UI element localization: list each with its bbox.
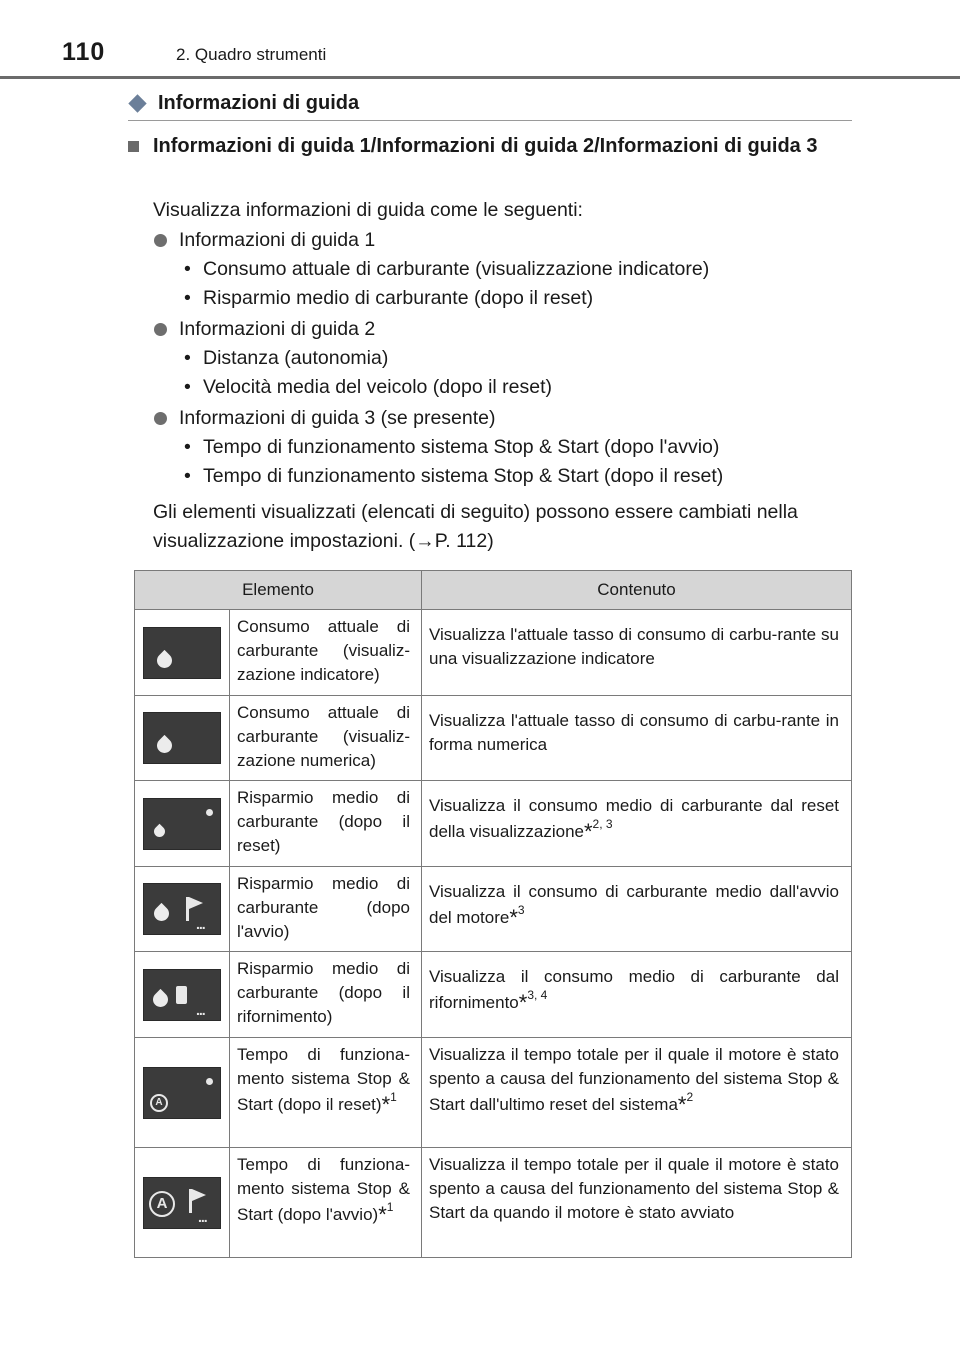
icon-cell (135, 867, 230, 952)
group-3-heading (153, 404, 496, 433)
group-2-heading (153, 315, 375, 344)
outro-line-1: Gli elementi visualizzati (elencati di seguito) possono essere cambiati nella (153, 501, 798, 523)
content-cell (422, 781, 852, 867)
list-item-text: Tempo di funzionamento sistema Stop & Start (dopo l'avvio) (203, 436, 720, 458)
element-text: Risparmio medio di carburante (dopo il reset) (237, 788, 410, 855)
group-1-heading (153, 226, 375, 255)
footnote-ref: 3, 4 (527, 988, 548, 1002)
table-row (135, 867, 852, 952)
list-item: • Tempo di funzionamento sistema Stop & Start (dopo il reset) (184, 465, 724, 487)
element-text: Tempo di funziona-mento sistema Stop & Start (dopo il reset) (237, 1045, 410, 1114)
element-cell (230, 1148, 422, 1258)
round-bullet-icon (154, 412, 167, 425)
list-item-text: Velocità media del veicolo (dopo il reset) (203, 376, 553, 398)
list-item: • Distanza (autonomia) (184, 347, 389, 369)
square-bullet-icon (128, 141, 139, 152)
icon-cell (135, 952, 230, 1038)
footnote-ref: 3 (517, 903, 525, 917)
list-item-text: Distanza (autonomia) (203, 347, 389, 369)
group-label: Informazioni di guida 1 (179, 229, 376, 251)
table-row (135, 1148, 852, 1258)
content-cell (422, 610, 852, 696)
icon-cell (135, 781, 230, 867)
icon-cell (135, 610, 230, 696)
content-cell (422, 696, 852, 781)
group-label: Informazioni di guida 2 (179, 318, 376, 340)
element-cell (230, 781, 422, 867)
table-header-row (135, 571, 852, 610)
section-divider (128, 120, 852, 121)
diamond-bullet-icon (128, 94, 146, 112)
element-cell (230, 952, 422, 1038)
table-row (135, 952, 852, 1038)
content-text: Visualizza il consumo medio di carburante dal rifornimento (429, 967, 839, 1012)
table-row (135, 1038, 852, 1148)
element-cell (230, 610, 422, 696)
section-title: Informazioni di guida (158, 91, 360, 114)
content-text: Visualizza il tempo totale per il quale il motore è stato spento a causa del funzionamento del sistema Stop & Start da quando il motore è stato avviato (429, 1155, 839, 1222)
element-text: Consumo attuale di carburante (visualiz-zazione indicatore) (237, 617, 410, 684)
round-bullet-icon (154, 323, 167, 336)
element-cell (230, 1038, 422, 1148)
list-item: • Tempo di funzionamento sistema Stop & Start (dopo l'avvio) (184, 436, 720, 458)
header-divider (0, 76, 960, 79)
stop-start-flag-icon: A ... (143, 1177, 221, 1229)
element-text: Risparmio medio di carburante (dopo l'avvio) (237, 874, 410, 941)
fuel-drop-pump-icon: ... (143, 969, 221, 1021)
content-cell (422, 1038, 852, 1148)
footnote-ref: 2 (686, 1090, 694, 1104)
intro-text: Visualizza informazioni di guida come le seguenti: (153, 199, 583, 221)
footnote-asterisk: * (677, 1092, 687, 1117)
footnote-asterisk: * (509, 905, 518, 930)
content-text: Visualizza il consumo di carburante medio dall'avvio del motore (429, 882, 839, 927)
icon-cell (135, 1038, 230, 1148)
element-text: Consumo attuale di carburante (visualiz-zazione numerica) (237, 703, 410, 770)
content-text: Visualizza il tempo totale per il quale il motore è stato spento a causa del funzionamento del sistema Stop & Start dall'ultimo reset del sistema (429, 1045, 839, 1114)
table-row (135, 781, 852, 867)
list-item-text: Tempo di funzionamento sistema Stop & Start (dopo il reset) (203, 465, 724, 487)
element-text: Risparmio medio di carburante (dopo il rifornimento) (237, 959, 410, 1026)
stop-start-reset-icon: A (143, 1067, 221, 1119)
footnote-ref: 1 (390, 1090, 397, 1104)
footnote-asterisk: * (518, 990, 528, 1015)
subsection-title: Informazioni di guida 1/Informazioni di guida 2/Informazioni di guida 3 (153, 135, 818, 157)
footnote-ref: 1 (386, 1200, 394, 1214)
icon-cell (135, 696, 230, 781)
list-item: • Velocità media del veicolo (dopo il reset) (184, 376, 553, 398)
round-bullet-icon (154, 234, 167, 247)
element-cell (230, 696, 422, 781)
list-item: • Consumo attuale di carburante (visualizzazione indicatore) (184, 258, 710, 280)
table-row (135, 696, 852, 781)
footnote-ref: 2, 3 (592, 817, 613, 831)
chapter-title: 2. Quadro strumenti (176, 45, 327, 64)
content-cell (422, 952, 852, 1038)
list-item-text: Risparmio medio di carburante (dopo il reset) (203, 287, 594, 309)
page-header (0, 0, 960, 80)
group-label: Informazioni di guida 3 (se presente) (179, 407, 496, 429)
subsection-heading (128, 133, 852, 160)
content-text: Visualizza il consumo medio di carburante dal reset della visualizzazione (429, 796, 839, 841)
element-cell (230, 867, 422, 952)
table-row (135, 610, 852, 696)
column-header-element: Elemento (135, 571, 422, 610)
list-item-text: Consumo attuale di carburante (visualizzazione indicatore) (203, 258, 710, 280)
icon-cell (135, 1148, 230, 1258)
fuel-drop-numeric-icon (143, 712, 221, 764)
footnote-asterisk: * (381, 1092, 391, 1117)
content-cell (422, 867, 852, 952)
content-text: Visualizza l'attuale tasso di consumo di carbu-rante su una visualizzazione indicatore (429, 625, 839, 668)
section-heading (128, 90, 852, 116)
footnote-asterisk: * (378, 1202, 387, 1227)
content-text: Visualizza l'attuale tasso di consumo di carbu-rante in forma numerica (429, 711, 839, 754)
footnote-asterisk: * (583, 819, 593, 844)
list-item: • Risparmio medio di carburante (dopo il reset) (184, 287, 594, 309)
fuel-drop-reset-icon (143, 798, 221, 850)
content-cell (422, 1148, 852, 1258)
outro-line-2: visualizzazione impostazioni. (→P. 112) (153, 530, 494, 552)
element-text: Tempo di funziona-mento sistema Stop & Start (dopo l'avvio) (237, 1155, 410, 1224)
fuel-drop-bar-icon (143, 627, 221, 679)
info-table (134, 570, 852, 1258)
page-number: 110 (62, 38, 106, 66)
fuel-drop-flag-icon: ... (143, 883, 221, 935)
column-header-content: Contenuto (422, 571, 852, 610)
